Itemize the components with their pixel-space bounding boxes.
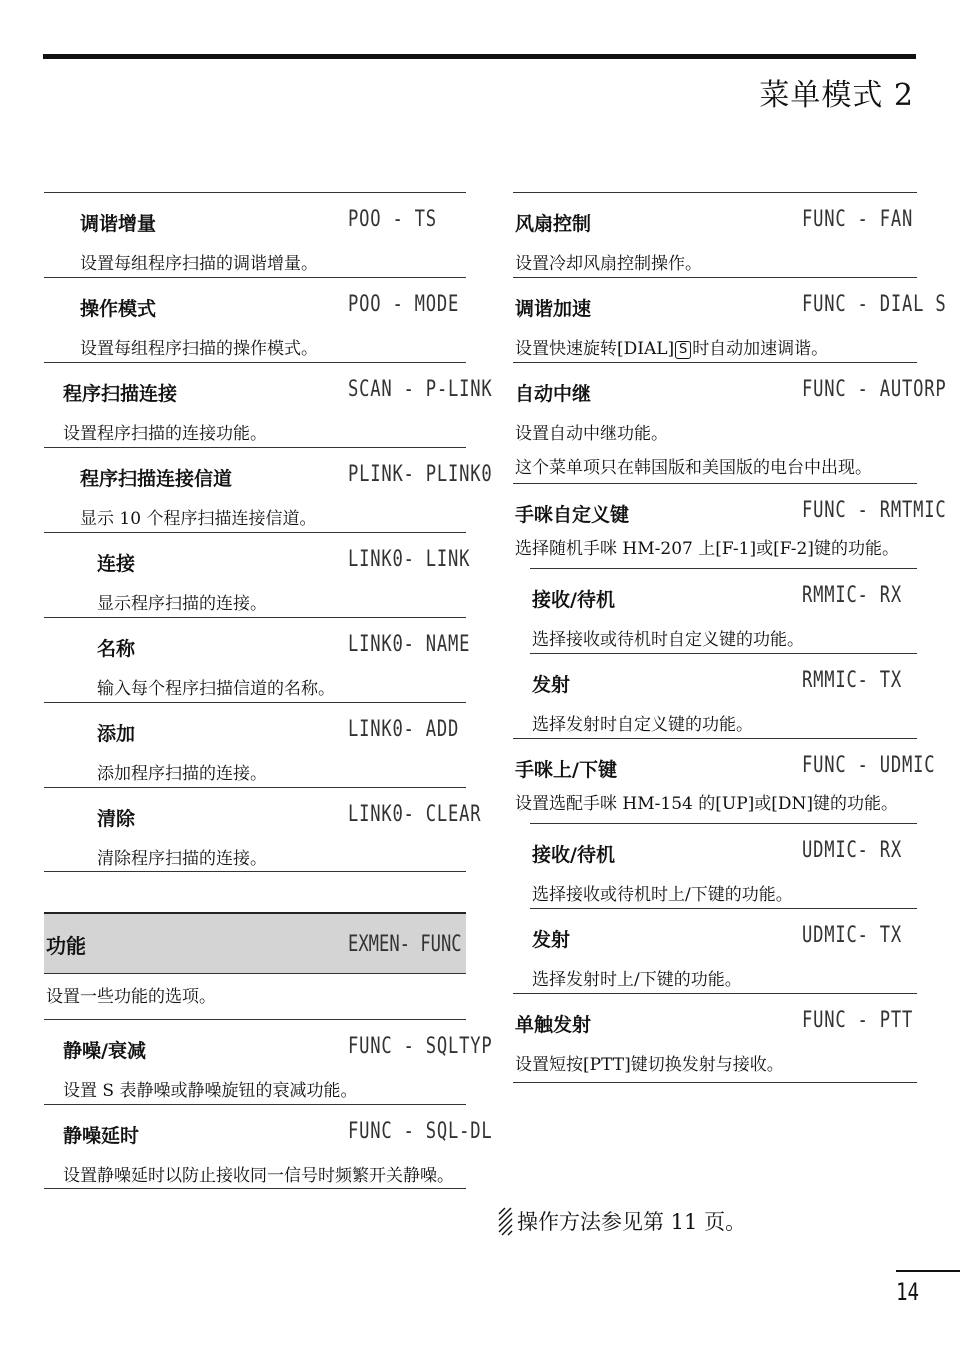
entry-desc: 选择发射时自定义键的功能。: [532, 715, 753, 735]
menu-entry-mic-custom-key: [513, 483, 947, 568]
page-number: 14: [896, 1278, 920, 1306]
display-code: FUNC - FAN: [802, 207, 914, 232]
entry-title: 调谐增量: [80, 213, 157, 235]
entry-desc: 选择随机手咪 HM-207 上[F-1]或[F-2]键的功能。: [515, 539, 899, 559]
display-code: UDMIC- TX: [802, 923, 903, 948]
entry-desc: 设置每组程序扫描的操作模式。: [80, 339, 318, 359]
desc-part: 设置快速旋转[DIAL]: [515, 339, 675, 359]
entry-desc: [515, 334, 828, 359]
display-code: LINK0- LINK: [348, 547, 471, 572]
entry-desc: 设置静噪延时以防止接收同一信号时频繁开关静噪。: [63, 1166, 454, 1186]
display-code: SCAN - P-LINK: [348, 377, 493, 402]
menu-entry-udmic-tx: [530, 908, 917, 993]
menu-entry-fan-control: [513, 192, 917, 277]
entry-title: 调谐加速: [515, 298, 592, 320]
entry-desc: 设置自动中继功能。: [515, 424, 668, 444]
menu-entry-one-touch-ptt: [513, 993, 917, 1083]
display-code: UDMIC- RX: [802, 838, 903, 863]
entry-desc: 设置选配手咪 HM-154 的[UP]或[DN]键的功能。: [515, 794, 899, 814]
display-code: LINK0- ADD: [348, 717, 460, 742]
entry-desc: 清除程序扫描的连接。: [97, 849, 267, 869]
entry-desc: 选择发射时上/下键的功能。: [532, 970, 742, 990]
entry-title: 自动中继: [515, 383, 592, 405]
display-code: FUNC - PTT: [802, 1008, 914, 1033]
menu-entry-squelch-delay: [44, 1104, 493, 1189]
entry-desc: 设置 S 表静噪或静噪旋钮的衰减功能。: [63, 1081, 358, 1101]
entry-title: 静噪/衰减: [63, 1040, 146, 1062]
function-section-header: [44, 912, 466, 974]
display-code: LINK0- NAME: [348, 632, 471, 657]
display-code: LINK0- CLEAR: [348, 802, 482, 827]
display-code: FUNC - AUTORP: [802, 377, 947, 402]
desc-part: 时自动加速调谐。: [692, 339, 829, 359]
menu-entry-scan-link-channel: [44, 447, 493, 532]
section-desc: 设置一些功能的选项。: [46, 987, 216, 1007]
entry-desc: 输入每个程序扫描信道的名称。: [97, 679, 335, 699]
entry-desc: 设置冷却风扇控制操作。: [515, 254, 702, 274]
menu-entry-rmmic-rx: [530, 568, 917, 653]
function-section-desc: [44, 974, 466, 1019]
menu-entry-add: [44, 702, 466, 787]
display-code: RMMIC- RX: [802, 583, 903, 608]
display-code: FUNC - DIAL S: [802, 292, 947, 317]
display-code: POO - TS: [348, 207, 437, 232]
menu-entry-mic-updown-key: [513, 738, 936, 823]
entry-desc: 设置短按[PTT]键切换发射与接收。: [515, 1055, 784, 1075]
display-code: FUNC - RMTMIC: [802, 498, 947, 523]
entry-title: 手咪上/下键: [515, 759, 617, 781]
display-code: RMMIC- TX: [802, 668, 903, 693]
menu-entry-clear: [44, 787, 482, 872]
menu-entry-op-mode: [44, 277, 466, 362]
page-title: 菜单模式 2: [759, 78, 914, 113]
display-code: FUNC - SQLTYP: [348, 1034, 493, 1059]
right-column: [513, 192, 947, 1083]
display-code: FUNC - UDMIC: [802, 753, 936, 778]
entry-title: 程序扫描连接信道: [80, 468, 233, 490]
section-title: 功能: [46, 934, 86, 958]
menu-entry-scan-link: [44, 362, 493, 447]
entry-desc: 选择接收或待机时自定义键的功能。: [532, 630, 804, 650]
entry-desc: 添加程序扫描的连接。: [97, 764, 267, 784]
entry-title: 手咪自定义键: [515, 504, 630, 526]
menu-entry-tuning-step: [44, 192, 466, 277]
menu-entry-link: [44, 532, 471, 617]
entry-desc: 选择接收或待机时上/下键的功能。: [532, 885, 793, 905]
entry-title: 风扇控制: [515, 213, 592, 235]
page-number-rule: [896, 1270, 960, 1272]
entry-title: 接收/待机: [532, 589, 615, 611]
menu-entry-auto-repeater: [513, 362, 947, 483]
menu-entry-dial-speed: [513, 277, 947, 362]
menu-entry-squelch-attenuation: [44, 1019, 493, 1104]
note-text: 操作方法参见第 11 页。: [517, 1210, 747, 1234]
hatched-note-icon: [497, 1206, 513, 1236]
entry-title: 静噪延时: [63, 1125, 140, 1147]
display-code: POO - MODE: [348, 292, 460, 317]
left-column: [44, 192, 493, 1189]
entry-title: 程序扫描连接: [63, 383, 178, 405]
entry-desc: 显示 10 个程序扫描连接信道。: [80, 509, 317, 529]
entry-title: 单触发射: [515, 1014, 592, 1036]
reference-note: [497, 1206, 746, 1236]
entry-title: 清除: [97, 808, 136, 830]
entry-title: 接收/待机: [532, 844, 615, 866]
entry-desc: 设置每组程序扫描的调谐增量。: [80, 254, 318, 274]
top-rule: [43, 54, 916, 59]
entry-title: 添加: [97, 723, 136, 745]
entry-title: 连接: [97, 553, 136, 575]
menu-entry-rmmic-tx: [530, 653, 917, 738]
entry-title: 发射: [532, 674, 571, 696]
menu-entry-udmic-rx: [530, 823, 917, 908]
display-code: PLINK- PLINK0: [348, 462, 493, 487]
display-code: EXMEN- FUNC: [348, 932, 462, 957]
entry-title: 发射: [532, 929, 571, 951]
s-key-icon: S: [675, 341, 691, 359]
menu-entry-name: [44, 617, 471, 702]
entry-desc-note: 这个菜单项只在韩国版和美国版的电台中出现。: [515, 458, 872, 478]
entry-title: 操作模式: [80, 298, 157, 320]
entry-title: 名称: [97, 638, 136, 660]
entry-desc: 设置程序扫描的连接功能。: [63, 424, 267, 444]
display-code: FUNC - SQL-DL: [348, 1119, 493, 1144]
entry-desc: 显示程序扫描的连接。: [97, 594, 267, 614]
